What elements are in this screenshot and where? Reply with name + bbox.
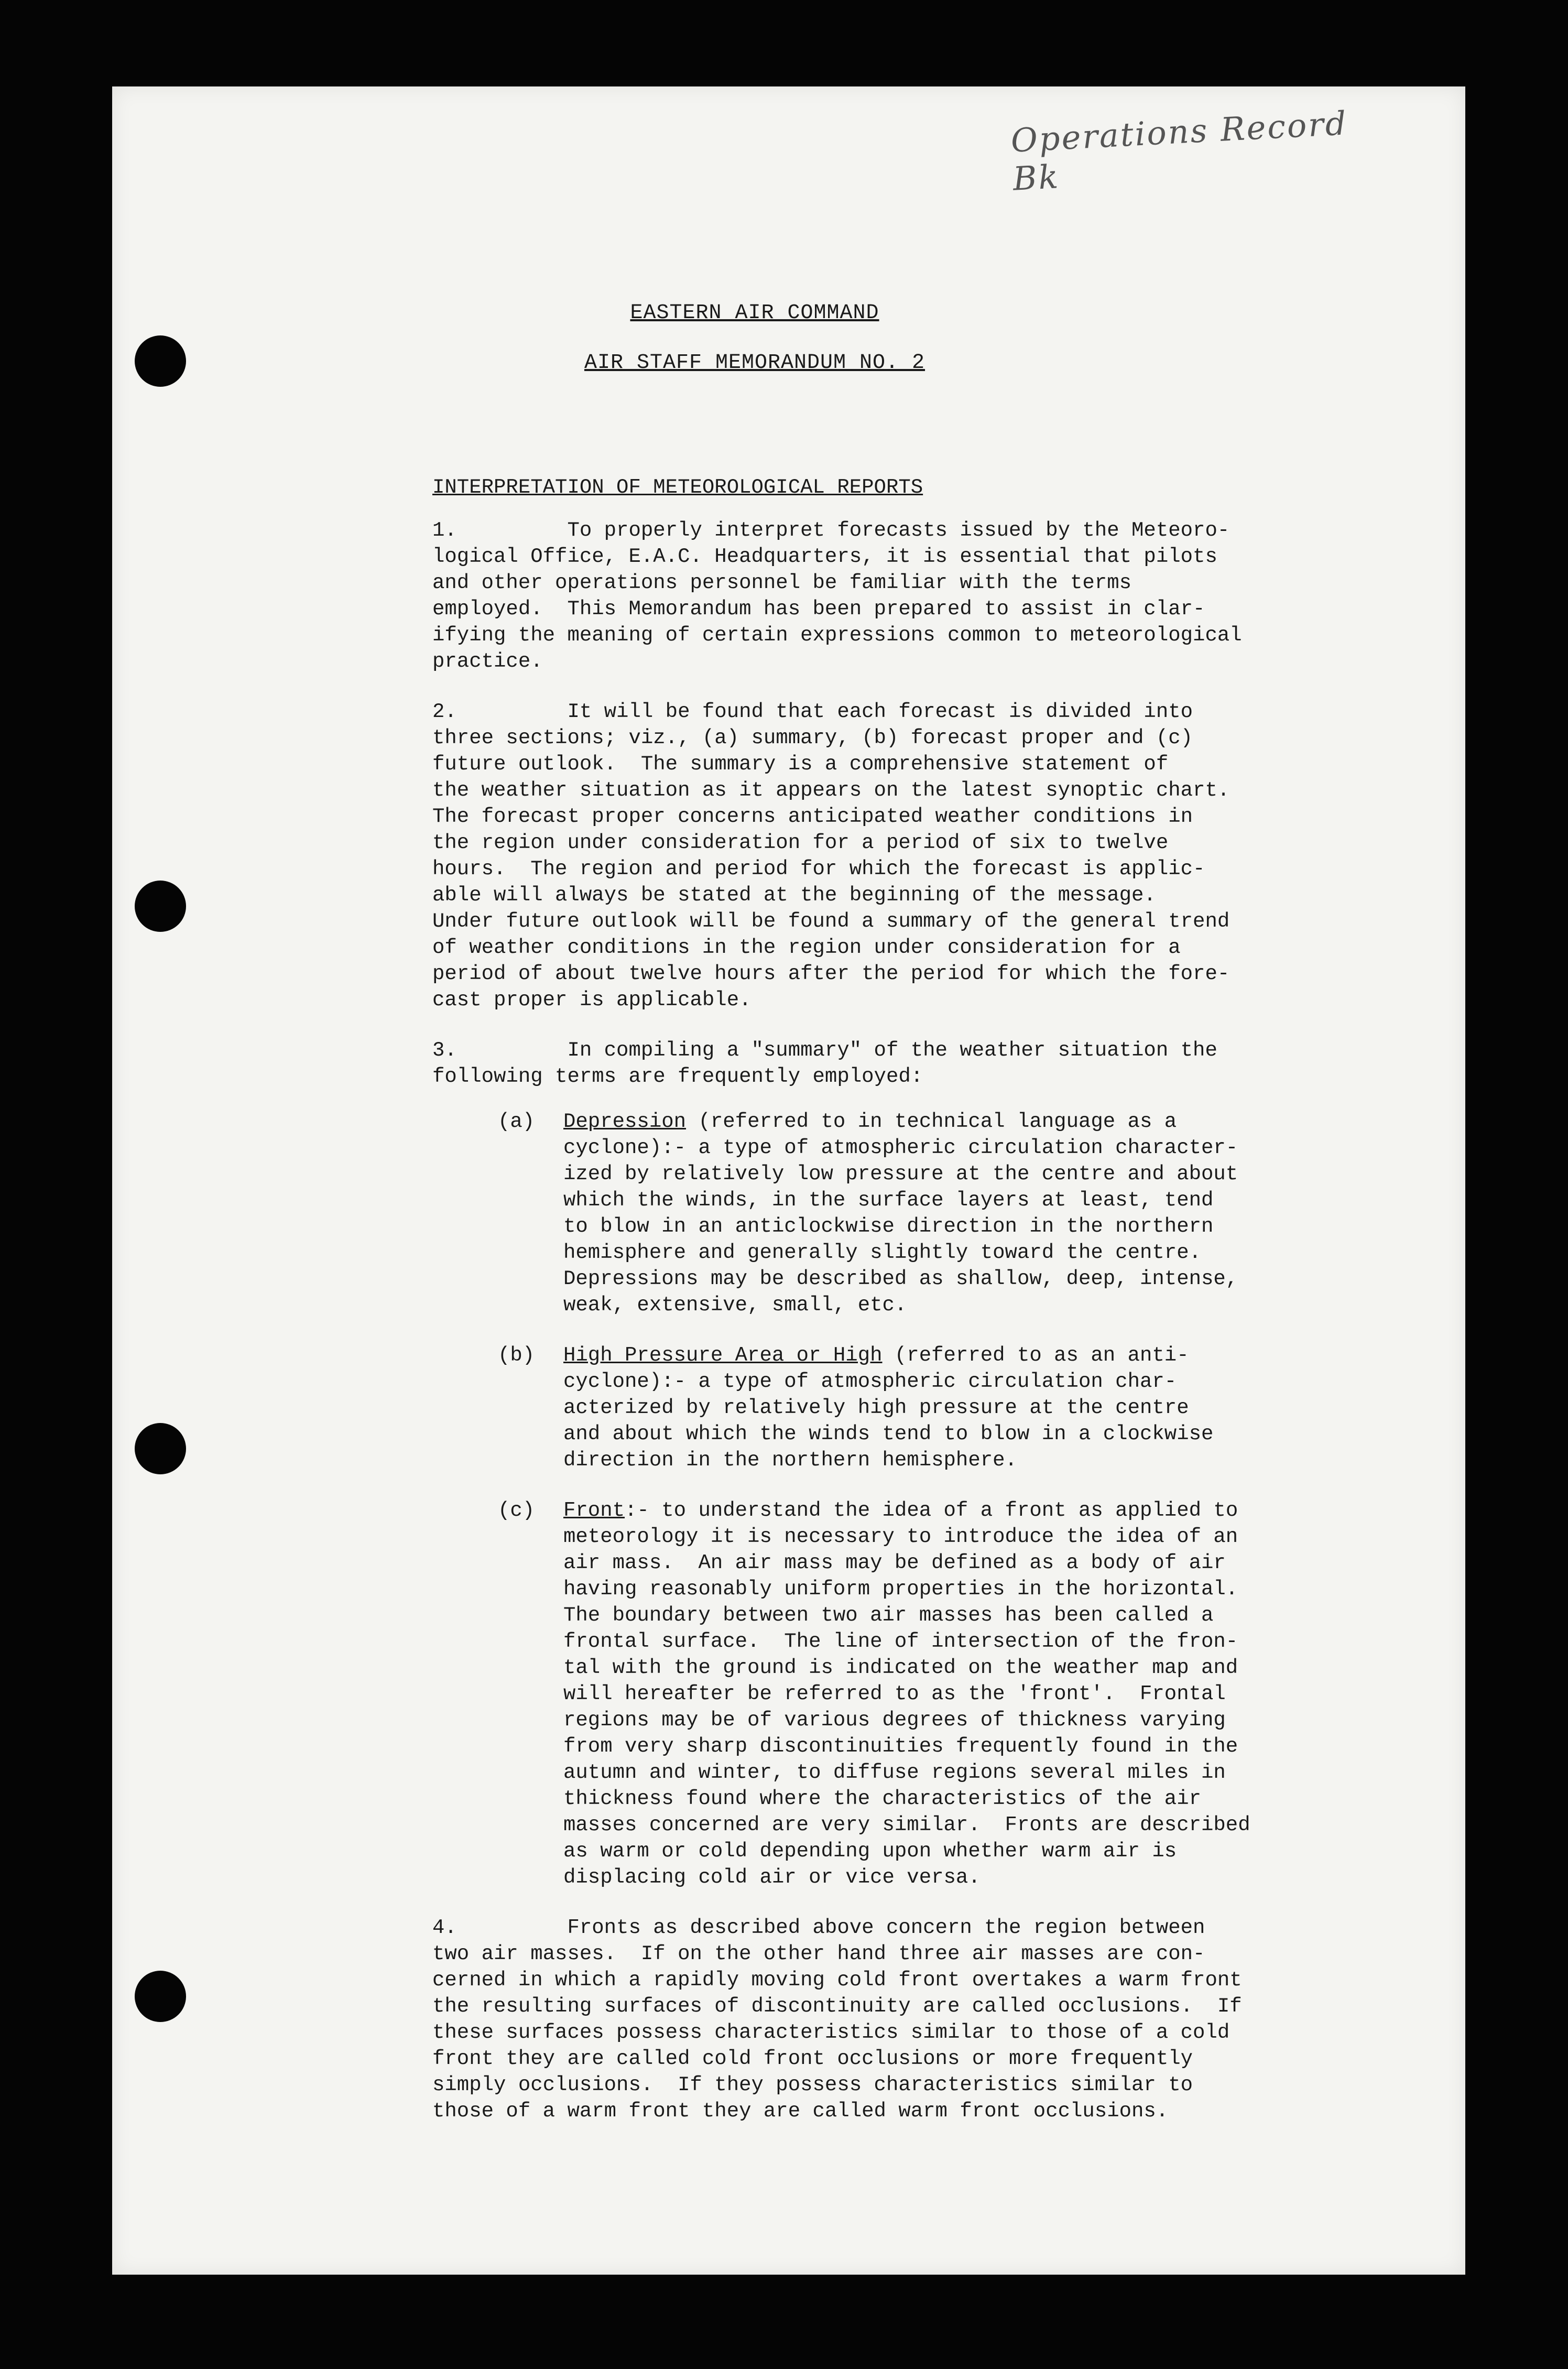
list-item-a (498, 1109, 1323, 1318)
list-item-c (498, 1497, 1323, 1890)
header-org: EASTERN AIR COMMAND (630, 301, 879, 325)
item-body (563, 1342, 1323, 1473)
document-body (432, 474, 1323, 2148)
item-label: (c) (498, 1499, 535, 1522)
punch-hole (135, 881, 186, 932)
punch-hole (135, 1423, 186, 1474)
paragraph-4: 4. Fronts as described above concern the region between two air masses. If on the other hand three air masses are con- cerned in which a rapidly moving cold front overtakes a warm front the resulting surfaces of discontinuity are called occlusions. If these surfaces possess characteristics similar to those of a cold front they are called cold front occlusions or more frequently simply occlusions. If they possess characteristics similar to those of a warm front they are called warm front occlusions. (432, 1916, 1242, 2123)
punch-hole (135, 1971, 186, 2022)
item-text: (referred to as an anti- cyclone):- a type of atmospheric circulation char- acterized by relatively high pressure at the centre and about which the winds tend to blow in a clockwise direction in the northern hemisphere. (563, 1344, 1214, 1472)
item-text: :- to understand the idea of a front as applied to meteorology it is necessary to introduce the idea of an air mass. An air mass may be defined as a body of air having reasonably uniform properties in the horizontal. The boundary between two air masses has been called a frontal surface. The line of intersection of the fron- tal with the ground is indicated on the weather map and will hereafter be referred to as the 'front'. Frontal regions may be of various degrees of thickness varying from very sharp discontinuities frequently found in the autumn and winter, to diffuse regions several miles in thickness found where the characteristics of the air masses concerned are very similar. Fronts are described as warm or cold depending upon whether warm air is displacing cold air or vice versa. (563, 1499, 1250, 1889)
list-item-b (498, 1342, 1323, 1473)
term-front: Front (563, 1499, 625, 1522)
item-body (563, 1497, 1323, 1890)
item-label: (a) (498, 1110, 535, 1133)
header-memo: AIR STAFF MEMORANDUM NO. 2 (584, 351, 925, 375)
item-text: (referred to in technical language as a cyclone):- a type of atmospheric circulation character- ized by relatively low pressure at the centre and about which the winds, in the surface layers at least, tend to blow in an anticlockwise direction in the northern hemisphere and generally slightly toward the centre. Depressions may be described as shallow, deep, intense, weak, extensive, small, etc. (563, 1110, 1238, 1317)
item-body (563, 1109, 1323, 1318)
item-label: (b) (498, 1344, 535, 1367)
section-title: INTERPRETATION OF METEOROLOGICAL REPORTS (432, 476, 923, 499)
paragraph-3: 3. In compiling a "summary" of the weather situation the following terms are frequently employed: (432, 1039, 1217, 1088)
term-depression: Depression (563, 1110, 687, 1133)
term-high-pressure: High Pressure Area or High (563, 1344, 883, 1367)
paragraph-2: 2. It will be found that each forecast is divided into three sections; viz., (a) summary, (b) forecast proper and (c) future outlook. The summary is a comprehensive statement of the weather situation as it appears on the latest synoptic chart. The forecast proper concerns anticipated weather conditions in the region under consideration for a period of six to twelve hours. The region and period for which the forecast is applic- able will always be stated at the beginning of the message. Under future outlook will be found a summary of the general trend of weather conditions in the region under consideration for a period of about twelve hours after the period for which the fore- cast proper is applicable. (432, 700, 1230, 1012)
annotation-text: Operations Record Bk (1010, 104, 1349, 198)
paragraph-1: 1. To properly interpret forecasts issued by the Meteoro- logical Office, E.A.C. Headquarters, it is essential that pilots and other operations personnel be familiar with the terms employed. This Memorandum has been prepared to assist in clar- ifying the meaning of certain expressions common to meteorological practice. (432, 519, 1242, 673)
